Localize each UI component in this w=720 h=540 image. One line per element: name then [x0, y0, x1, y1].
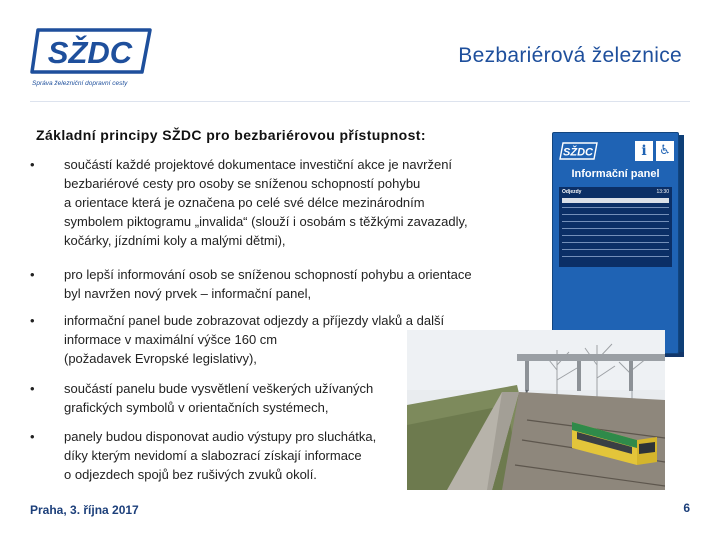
station-photo: [407, 330, 665, 490]
szdc-logo-graphic: [30, 26, 155, 92]
slide-title: Bezbariérová železnice: [458, 44, 682, 67]
header-divider: [30, 101, 690, 102]
svg-text:SŽDC: SŽDC: [563, 146, 593, 159]
footer-location-date: Praha, 3. října 2017: [30, 503, 139, 517]
station-photo-graphic: [407, 330, 665, 490]
bullet-icon: •: [30, 429, 35, 444]
list-item: [30, 265, 472, 303]
list-item-text: součástí panelu bude vysvětlení veškerých užívaných grafických symbolů v orientačních systémech,: [64, 381, 374, 415]
bullet-icon: •: [30, 157, 35, 172]
list-item: [30, 379, 373, 417]
list-item-text: pro lepší informování osob se sníženou schopností pohybu a orientace byl navržen nový prvek – informační panel,: [64, 267, 472, 301]
list-item: [30, 427, 376, 484]
info-icon: i: [635, 141, 653, 161]
list-item-text: součástí každé projektové dokumentace investiční akce je navržení bezbariérové cesty pro osoby se sníženou schopností pohybu a orientace která je označena po celé své délce mezinárodním symbolem piktogramu „invalida“ (slouží i osobám s těžkými zavazadly, kočárky, jízdními koly a malými dětmi),: [64, 157, 468, 248]
board-heading: Odjezdy: [562, 189, 582, 195]
bullet-icon: •: [30, 313, 35, 328]
list-item: [30, 155, 468, 250]
svg-text:Správa železniční dopravní ces: Správa železniční dopravní cesty: [32, 80, 128, 87]
szdc-logo: [30, 26, 155, 92]
list-item: [30, 311, 444, 368]
information-panel: [552, 132, 679, 354]
list-item-text: panely budou disponovat audio výstupy pro sluchátka, díky kterým nevidomí a slabozrací získají informace o odjezdech spojů bez rušivých zvuků okolí.: [64, 429, 377, 482]
departure-board: [559, 187, 672, 267]
board-time: 13:30: [656, 189, 669, 195]
wheelchair-icon: ♿: [656, 141, 674, 161]
list-item-text: informační panel bude zobrazovat odjezdy a příjezdy vlaků a další informace v maximální výšce 160 cm (požadavek Evropské legislativy),: [64, 313, 445, 366]
section-heading: Základní principy SŽDC pro bezbariérovou přístupnost:: [36, 127, 426, 143]
bullet-icon: •: [30, 267, 35, 282]
svg-text:SŽDC: SŽDC: [47, 35, 133, 70]
panel-logo-icon: [559, 141, 599, 161]
information-panel-image: [552, 132, 687, 358]
panel-title: Informační panel: [571, 168, 660, 180]
bullet-icon: •: [30, 381, 35, 396]
page-number: 6: [683, 501, 690, 515]
